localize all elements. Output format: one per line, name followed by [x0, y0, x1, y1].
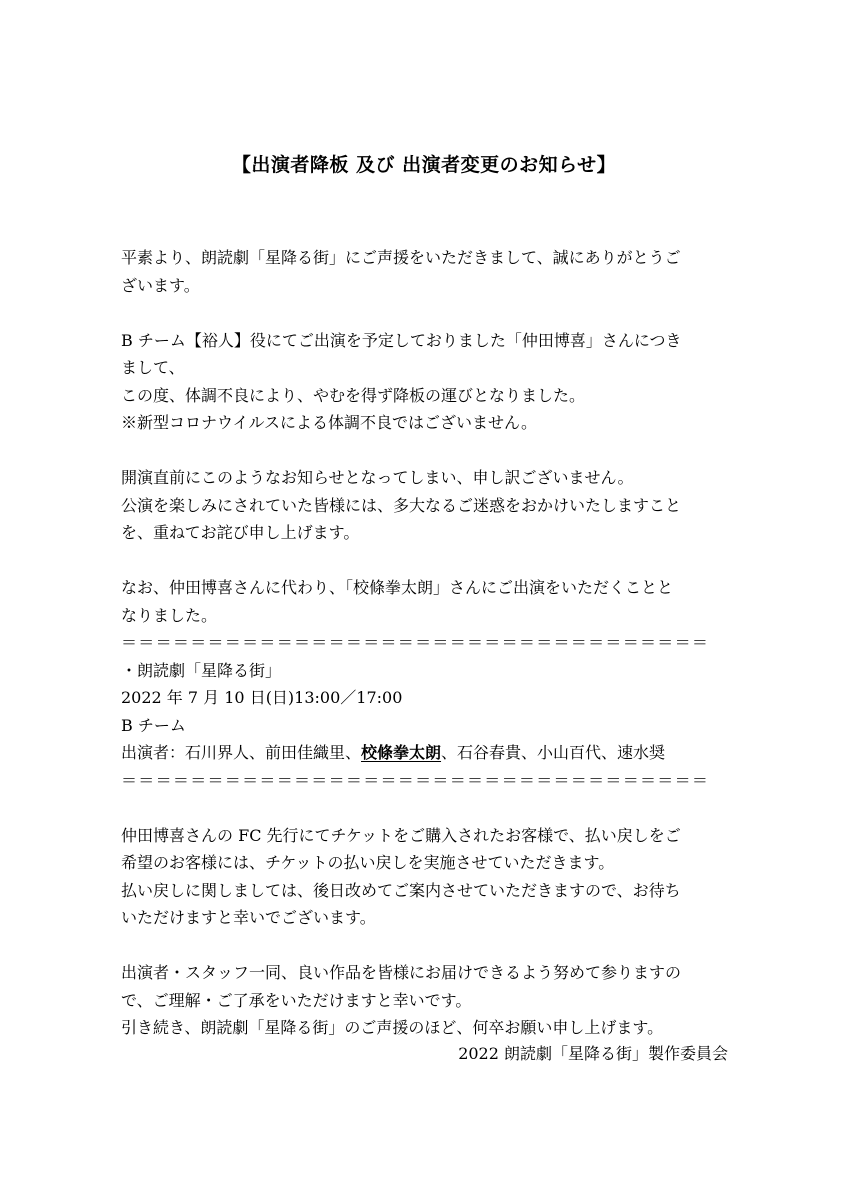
- apology-paragraph: [121, 464, 731, 547]
- text-line: いただけますと幸いでございます。: [121, 908, 376, 927]
- replacement-paragraph: [121, 574, 731, 629]
- announcement-paragraph: [121, 327, 731, 437]
- text-line: 開演直前にこのようなお知らせとなってしまい、申し訳ございません。: [121, 468, 634, 487]
- text-line: なりました。: [121, 605, 218, 625]
- closing-paragraph: [121, 959, 731, 1042]
- text-line: 公演を楽しみにされていた皆様には、多大なるご迷惑をおかけいたしますこと: [121, 495, 682, 515]
- text-line: 出演者・スタッフ一同、良い作品を皆様にお届けできるよう努めて参りますの: [121, 963, 682, 982]
- text-line: 払い戻しに関しましては、後日改めてご案内させていただきますので、お待ち: [121, 880, 681, 900]
- text-line: この度、体調不良により、やむを得ず降板の運びとなりました。: [121, 385, 586, 405]
- refund-paragraph: [121, 822, 731, 932]
- cast-replacement-name: 校條拳太朗: [361, 743, 442, 762]
- cast-prefix: 出演者：石川界人、前田佳織里、: [121, 743, 362, 762]
- greeting-paragraph: [121, 244, 731, 299]
- text-line: 平素より、朗読劇「星降る街」にご声援をいただきまして、誠にありがとうご: [121, 248, 681, 267]
- separator-bottom: ＝＝＝＝＝＝＝＝＝＝＝＝＝＝＝＝＝＝＝＝＝＝＝＝＝＝＝＝＝＝＝＝＝＝: [121, 770, 710, 790]
- cast-list: [121, 739, 731, 767]
- text-line: を、重ねてお詫び申し上げます。: [121, 523, 360, 542]
- separator-top: ＝＝＝＝＝＝＝＝＝＝＝＝＝＝＝＝＝＝＝＝＝＝＝＝＝＝＝＝＝＝＝＝＝＝: [121, 633, 710, 652]
- cast-suffix: 、石谷春貴、小山百代、速水奨: [441, 743, 666, 762]
- text-line: 希望のお客様には、チケットの払い戻しを実施させていただきます。: [121, 853, 615, 872]
- text-line: 仲田博喜さんの FC 先行にてチケットをご購入されたお客様で、払い戻しをご: [121, 825, 681, 845]
- notice-body: [121, 244, 731, 1042]
- performance-details: [121, 657, 731, 767]
- performance-team: B チーム: [121, 715, 186, 735]
- performance-name: ・朗読劇「星降る街」: [121, 660, 282, 680]
- text-line: 引き続き、朗読劇「星降る街」のご声援のほど、何卒お願い申し上げます。: [121, 1018, 664, 1037]
- signature: 2022 朗読劇「星降る街」製作委員会: [458, 1044, 728, 1063]
- performance-datetime: 2022 年 7 月 10 日(日)13:00／17:00: [121, 688, 403, 707]
- text-line: ざいます。: [121, 275, 200, 295]
- notice-title: 【出演者降板 及び 出演者変更のお知らせ】: [231, 154, 617, 176]
- text-line: まして、: [121, 358, 185, 377]
- text-line: で、ご理解・ご了承をいただけますと幸いです。: [121, 990, 472, 1010]
- text-line: なお、仲田博喜さんに代わり、「校條拳太朗」さんにご出演をいただくことと: [121, 578, 674, 597]
- text-line: ※新型コロナウイルスによる体調不良ではございません。: [121, 413, 538, 432]
- text-line: B チーム【裕人】役にてご出演を予定しておりました「仲田博喜」さんにつき: [121, 330, 682, 350]
